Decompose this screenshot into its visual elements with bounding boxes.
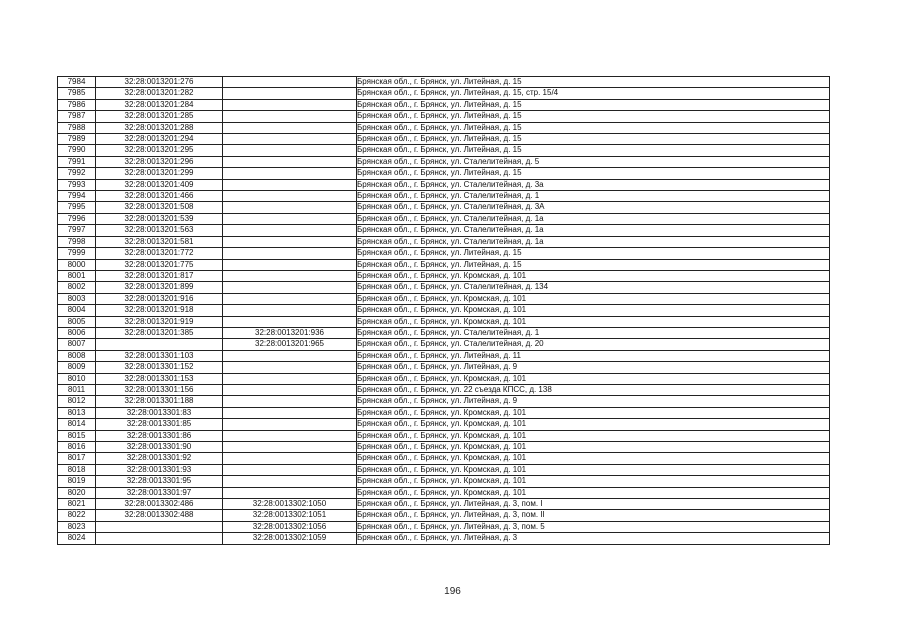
address-cell: Брянская обл., г. Брянск, ул. Литейная, д. 15	[357, 122, 830, 133]
linked-cadastral-number-cell	[223, 350, 357, 361]
linked-cadastral-number-cell	[223, 77, 357, 88]
linked-cadastral-number-cell	[223, 305, 357, 316]
table-row	[58, 213, 830, 224]
address-cell: Брянская обл., г. Брянск, ул. Кромская, д. 101	[357, 487, 830, 498]
cadastral-number-cell: 32:28:0013301:86	[96, 430, 223, 441]
address-cell: Брянская обл., г. Брянск, ул. Литейная, д. 3, пом. II	[357, 510, 830, 521]
linked-cadastral-number-cell	[223, 134, 357, 145]
cadastral-number-cell: 32:28:0013301:97	[96, 487, 223, 498]
address-cell: Брянская обл., г. Брянск, ул. Сталелитейная, д. 1	[357, 327, 830, 338]
cadastral-number-cell: 32:28:0013201:918	[96, 305, 223, 316]
linked-cadastral-number-cell	[223, 191, 357, 202]
table-row	[58, 442, 830, 453]
row-number-cell: 8004	[58, 305, 96, 316]
row-number-cell: 7984	[58, 77, 96, 88]
address-cell: Брянская обл., г. Брянск, ул. Кромская, д. 101	[357, 373, 830, 384]
cadastral-number-cell: 32:28:0013301:95	[96, 476, 223, 487]
cadastral-number-cell: 32:28:0013201:539	[96, 213, 223, 224]
cadastral-number-cell: 32:28:0013201:296	[96, 156, 223, 167]
address-cell: Брянская обл., г. Брянск, ул. Сталелитейная, д. 3А	[357, 202, 830, 213]
cadastral-number-cell: 32:28:0013201:508	[96, 202, 223, 213]
table-row	[58, 270, 830, 281]
address-cell: Брянская обл., г. Брянск, ул. Кромская, д. 101	[357, 419, 830, 430]
address-cell: Брянская обл., г. Брянск, ул. Кромская, д. 101	[357, 430, 830, 441]
row-number-cell: 8023	[58, 521, 96, 532]
table-row	[58, 259, 830, 270]
linked-cadastral-number-cell: 32:28:0013302:1051	[223, 510, 357, 521]
property-register-table	[57, 76, 830, 545]
address-cell: Брянская обл., г. Брянск, ул. Литейная, д. 3, пом. I	[357, 499, 830, 510]
address-cell: Брянская обл., г. Брянск, ул. Сталелитейная, д. 1а	[357, 236, 830, 247]
row-number-cell: 8008	[58, 350, 96, 361]
address-cell: Брянская обл., г. Брянск, ул. Литейная, д. 15	[357, 145, 830, 156]
address-cell: Брянская обл., г. Брянск, ул. Кромская, д. 101	[357, 293, 830, 304]
table-row	[58, 225, 830, 236]
row-number-cell: 7987	[58, 111, 96, 122]
linked-cadastral-number-cell	[223, 453, 357, 464]
linked-cadastral-number-cell	[223, 156, 357, 167]
linked-cadastral-number-cell	[223, 145, 357, 156]
cadastral-number-cell: 32:28:0013201:775	[96, 259, 223, 270]
linked-cadastral-number-cell	[223, 225, 357, 236]
linked-cadastral-number-cell	[223, 270, 357, 281]
table-row	[58, 521, 830, 532]
cadastral-number-cell: 32:28:0013301:153	[96, 373, 223, 384]
row-number-cell: 7993	[58, 179, 96, 190]
row-number-cell: 7999	[58, 248, 96, 259]
address-cell: Брянская обл., г. Брянск, ул. Литейная, д. 15	[357, 111, 830, 122]
row-number-cell: 7994	[58, 191, 96, 202]
table-row	[58, 191, 830, 202]
address-cell: Брянская обл., г. Брянск, ул. Сталелитейная, д. 3а	[357, 179, 830, 190]
cadastral-number-cell: 32:28:0013301:93	[96, 464, 223, 475]
address-cell: Брянская обл., г. Брянск, ул. Кромская, д. 101	[357, 442, 830, 453]
row-number-cell: 8003	[58, 293, 96, 304]
linked-cadastral-number-cell	[223, 384, 357, 395]
address-cell: Брянская обл., г. Брянск, ул. Литейная, д. 9	[357, 396, 830, 407]
linked-cadastral-number-cell	[223, 168, 357, 179]
address-cell: Брянская обл., г. Брянск, ул. Литейная, д. 15	[357, 77, 830, 88]
address-cell: Брянская обл., г. Брянск, ул. Сталелитейная, д. 134	[357, 282, 830, 293]
address-cell: Брянская обл., г. Брянск, ул. Сталелитейная, д. 1	[357, 191, 830, 202]
table-row	[58, 77, 830, 88]
cadastral-number-cell: 32:28:0013201:899	[96, 282, 223, 293]
row-number-cell: 7986	[58, 99, 96, 110]
linked-cadastral-number-cell	[223, 202, 357, 213]
address-cell: Брянская обл., г. Брянск, ул. Кромская, д. 101	[357, 476, 830, 487]
linked-cadastral-number-cell: 32:28:0013302:1050	[223, 499, 357, 510]
address-cell: Брянская обл., г. Брянск, ул. Кромская, д. 101	[357, 453, 830, 464]
row-number-cell: 8016	[58, 442, 96, 453]
row-number-cell: 8002	[58, 282, 96, 293]
row-number-cell: 7998	[58, 236, 96, 247]
address-cell: Брянская обл., г. Брянск, ул. Литейная, д. 15	[357, 134, 830, 145]
row-number-cell: 7996	[58, 213, 96, 224]
linked-cadastral-number-cell	[223, 487, 357, 498]
linked-cadastral-number-cell	[223, 282, 357, 293]
linked-cadastral-number-cell: 32:28:0013201:936	[223, 327, 357, 338]
linked-cadastral-number-cell	[223, 373, 357, 384]
row-number-cell: 8012	[58, 396, 96, 407]
table-row	[58, 145, 830, 156]
row-number-cell: 7992	[58, 168, 96, 179]
linked-cadastral-number-cell	[223, 122, 357, 133]
linked-cadastral-number-cell	[223, 259, 357, 270]
linked-cadastral-number-cell	[223, 476, 357, 487]
linked-cadastral-number-cell	[223, 179, 357, 190]
row-number-cell: 7991	[58, 156, 96, 167]
cadastral-number-cell: 32:28:0013301:188	[96, 396, 223, 407]
row-number-cell: 7985	[58, 88, 96, 99]
address-cell: Брянская обл., г. Брянск, ул. Сталелитейная, д. 5	[357, 156, 830, 167]
address-cell: Брянская обл., г. Брянск, ул. Сталелитейная, д. 1а	[357, 225, 830, 236]
linked-cadastral-number-cell	[223, 396, 357, 407]
row-number-cell: 7990	[58, 145, 96, 156]
linked-cadastral-number-cell	[223, 430, 357, 441]
cadastral-number-cell: 32:28:0013301:92	[96, 453, 223, 464]
address-cell: Брянская обл., г. Брянск, ул. Кромская, д. 101	[357, 270, 830, 281]
address-cell: Брянская обл., г. Брянск, ул. Литейная, д. 15	[357, 99, 830, 110]
table-row	[58, 305, 830, 316]
row-number-cell: 8020	[58, 487, 96, 498]
linked-cadastral-number-cell	[223, 99, 357, 110]
cadastral-number-cell: 32:28:0013201:563	[96, 225, 223, 236]
cadastral-number-cell: 32:28:0013201:916	[96, 293, 223, 304]
address-cell: Брянская обл., г. Брянск, ул. Литейная, д. 3, пом. 5	[357, 521, 830, 532]
table-row	[58, 179, 830, 190]
cadastral-number-cell: 32:28:0013301:156	[96, 384, 223, 395]
table-row	[58, 464, 830, 475]
cadastral-number-cell: 32:28:0013201:288	[96, 122, 223, 133]
table-row	[58, 339, 830, 350]
table-row	[58, 99, 830, 110]
linked-cadastral-number-cell	[223, 236, 357, 247]
linked-cadastral-number-cell	[223, 362, 357, 373]
cadastral-number-cell: 32:28:0013201:409	[96, 179, 223, 190]
table-row	[58, 293, 830, 304]
table-row	[58, 510, 830, 521]
address-cell: Брянская обл., г. Брянск, ул. Сталелитейная, д. 1а	[357, 213, 830, 224]
page-number: 196	[444, 586, 461, 597]
cadastral-number-cell: 32:28:0013201:817	[96, 270, 223, 281]
table-row	[58, 430, 830, 441]
linked-cadastral-number-cell	[223, 248, 357, 259]
row-number-cell: 7995	[58, 202, 96, 213]
table-row	[58, 499, 830, 510]
table-row	[58, 453, 830, 464]
linked-cadastral-number-cell: 32:28:0013302:1056	[223, 521, 357, 532]
linked-cadastral-number-cell	[223, 419, 357, 430]
address-cell: Брянская обл., г. Брянск, ул. Кромская, д. 101	[357, 305, 830, 316]
table-row	[58, 134, 830, 145]
table-row	[58, 282, 830, 293]
row-number-cell: 8022	[58, 510, 96, 521]
cadastral-number-cell: 32:28:0013201:282	[96, 88, 223, 99]
table-row	[58, 88, 830, 99]
address-cell: Брянская обл., г. Брянск, ул. Кромская, д. 101	[357, 464, 830, 475]
address-cell: Брянская обл., г. Брянск, ул. 22 съезда КПСС, д. 138	[357, 384, 830, 395]
row-number-cell: 8013	[58, 407, 96, 418]
linked-cadastral-number-cell	[223, 464, 357, 475]
cadastral-number-cell: 32:28:0013302:488	[96, 510, 223, 521]
table-row	[58, 111, 830, 122]
row-number-cell: 8021	[58, 499, 96, 510]
address-cell: Брянская обл., г. Брянск, ул. Литейная, д. 3	[357, 533, 830, 544]
cadastral-number-cell	[96, 339, 223, 350]
linked-cadastral-number-cell	[223, 316, 357, 327]
linked-cadastral-number-cell: 32:28:0013302:1059	[223, 533, 357, 544]
address-cell: Брянская обл., г. Брянск, ул. Кромская, д. 101	[357, 316, 830, 327]
linked-cadastral-number-cell	[223, 88, 357, 99]
table-row	[58, 202, 830, 213]
row-number-cell: 8010	[58, 373, 96, 384]
linked-cadastral-number-cell	[223, 213, 357, 224]
address-cell: Брянская обл., г. Брянск, ул. Литейная, д. 9	[357, 362, 830, 373]
row-number-cell: 8011	[58, 384, 96, 395]
table-row	[58, 407, 830, 418]
table-row	[58, 248, 830, 259]
cadastral-number-cell: 32:28:0013201:385	[96, 327, 223, 338]
table-row	[58, 384, 830, 395]
table-row	[58, 487, 830, 498]
table-row	[58, 533, 830, 544]
table-row	[58, 327, 830, 338]
row-number-cell: 8014	[58, 419, 96, 430]
table-row	[58, 350, 830, 361]
table-row	[58, 122, 830, 133]
cadastral-number-cell	[96, 533, 223, 544]
cadastral-number-cell: 32:28:0013302:486	[96, 499, 223, 510]
row-number-cell: 7989	[58, 134, 96, 145]
table-row	[58, 156, 830, 167]
row-number-cell: 8001	[58, 270, 96, 281]
row-number-cell: 8015	[58, 430, 96, 441]
table-row	[58, 476, 830, 487]
table-row	[58, 396, 830, 407]
address-cell: Брянская обл., г. Брянск, ул. Литейная, д. 15	[357, 168, 830, 179]
cadastral-number-cell	[96, 521, 223, 532]
cadastral-number-cell: 32:28:0013201:294	[96, 134, 223, 145]
cadastral-number-cell: 32:28:0013201:581	[96, 236, 223, 247]
cadastral-number-cell: 32:28:0013201:466	[96, 191, 223, 202]
row-number-cell: 8006	[58, 327, 96, 338]
row-number-cell: 8017	[58, 453, 96, 464]
table-row	[58, 419, 830, 430]
linked-cadastral-number-cell	[223, 442, 357, 453]
cadastral-number-cell: 32:28:0013301:85	[96, 419, 223, 430]
cadastral-number-cell: 32:28:0013201:284	[96, 99, 223, 110]
row-number-cell: 7988	[58, 122, 96, 133]
row-number-cell: 8019	[58, 476, 96, 487]
row-number-cell: 8009	[58, 362, 96, 373]
row-number-cell: 8005	[58, 316, 96, 327]
row-number-cell: 7997	[58, 225, 96, 236]
table-row	[58, 316, 830, 327]
row-number-cell: 8000	[58, 259, 96, 270]
address-cell: Брянская обл., г. Брянск, ул. Литейная, д. 15	[357, 259, 830, 270]
address-cell: Брянская обл., г. Брянск, ул. Литейная, д. 15, стр. 15/4	[357, 88, 830, 99]
cadastral-number-cell: 32:28:0013201:772	[96, 248, 223, 259]
table-row	[58, 373, 830, 384]
table-row	[58, 362, 830, 373]
address-cell: Брянская обл., г. Брянск, ул. Литейная, д. 15	[357, 248, 830, 259]
address-cell: Брянская обл., г. Брянск, ул. Сталелитейная, д. 20	[357, 339, 830, 350]
table-row	[58, 236, 830, 247]
cadastral-number-cell: 32:28:0013301:152	[96, 362, 223, 373]
linked-cadastral-number-cell	[223, 407, 357, 418]
address-cell: Брянская обл., г. Брянск, ул. Литейная, д. 11	[357, 350, 830, 361]
linked-cadastral-number-cell: 32:28:0013201:965	[223, 339, 357, 350]
cadastral-number-cell: 32:28:0013201:285	[96, 111, 223, 122]
row-number-cell: 8018	[58, 464, 96, 475]
cadastral-number-cell: 32:28:0013301:90	[96, 442, 223, 453]
cadastral-number-cell: 32:28:0013201:295	[96, 145, 223, 156]
cadastral-number-cell: 32:28:0013201:276	[96, 77, 223, 88]
linked-cadastral-number-cell	[223, 293, 357, 304]
table-row	[58, 168, 830, 179]
row-number-cell: 8007	[58, 339, 96, 350]
cadastral-number-cell: 32:28:0013301:83	[96, 407, 223, 418]
address-cell: Брянская обл., г. Брянск, ул. Кромская, д. 101	[357, 407, 830, 418]
cadastral-number-cell: 32:28:0013201:919	[96, 316, 223, 327]
row-number-cell: 8024	[58, 533, 96, 544]
cadastral-number-cell: 32:28:0013301:103	[96, 350, 223, 361]
linked-cadastral-number-cell	[223, 111, 357, 122]
table-body	[58, 77, 830, 545]
cadastral-number-cell: 32:28:0013201:299	[96, 168, 223, 179]
